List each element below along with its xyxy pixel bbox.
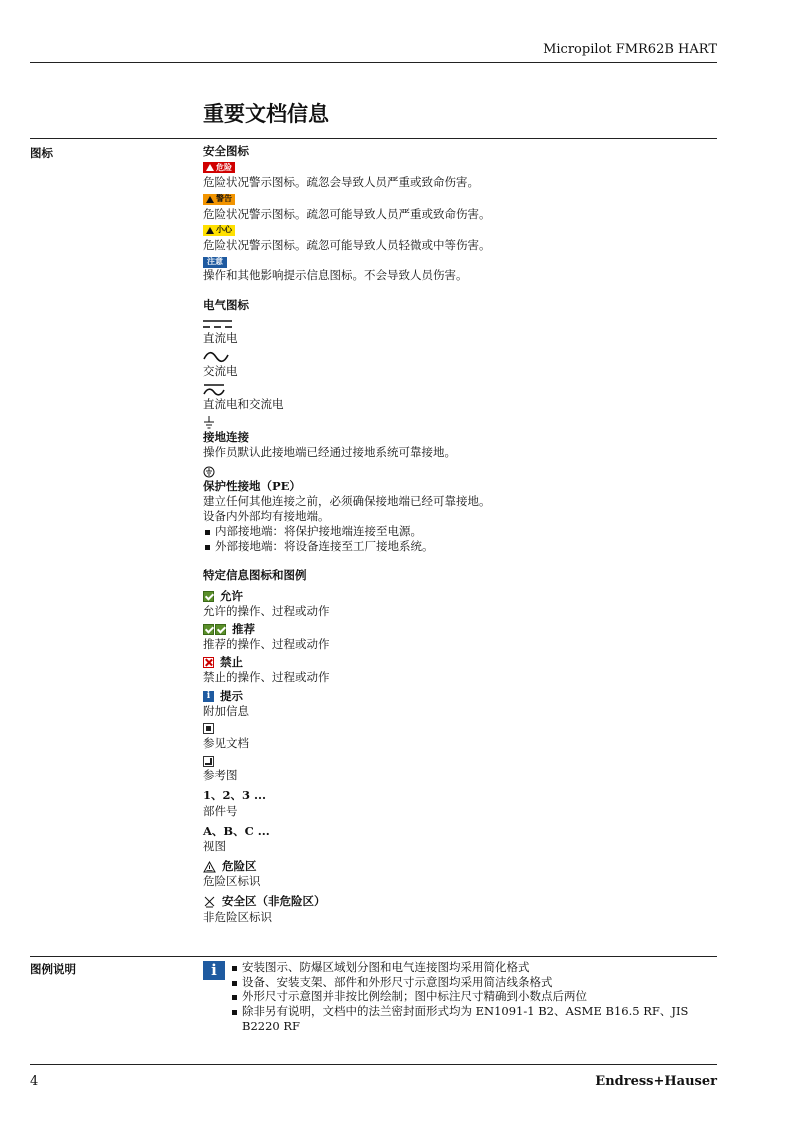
graphic-reference-text: 参考图 [203,768,238,783]
danger-signal: 危险 [203,162,235,173]
list-item: 除非另有说明，文档中的法兰密封面形式均为 EN1091-1 B2、ASME B16.5 RF、JIS B2220 RF [230,1004,720,1033]
footer-rule [30,1064,717,1065]
permitted-text: 允许的操作、过程或动作 [203,603,330,618]
list-item: 设备、安装支架、部件和外形尺寸示意图均采用简洁线条格式 [230,975,720,990]
caution-text: 危险状况警示图标。疏忽可能导致人员轻微或中等伤害。 [203,238,491,253]
tip-info-icon: i [203,691,214,702]
dc-ac-icon [203,383,723,397]
document-header-title: Micropilot FMR62B HART [543,42,717,57]
dc-ac-text: 直流电和交流电 [203,397,284,412]
brand-name: Endress+Hauser [595,1074,717,1089]
hazardous-area-icon [203,861,216,873]
ac-text: 交流电 [203,363,238,378]
warning-text: 危险状况警示图标。疏忽可能导致人员严重或致命伤害。 [203,206,491,221]
safety-symbols-heading: 安全图标 [203,144,249,158]
warning-triangle-icon [206,164,214,171]
symbols-label: 图标 [30,146,53,160]
page-number: 4 [30,1074,39,1089]
permitted-title: 允许 [220,588,243,603]
legend-label: 图例说明 [30,962,76,976]
forbidden-text: 禁止的操作、过程或动作 [203,670,330,685]
safe-area-text: 非危险区标识 [203,909,272,924]
views-title: A、B、C ... [203,823,270,838]
forbidden-cross-icon [203,657,214,668]
forbidden-title: 禁止 [220,655,243,670]
safe-area-icon [203,896,216,908]
symbols-content [203,144,723,925]
ground-icon [203,416,723,430]
danger-text: 危险状况警示图标。疏忽会导致人员严重或致命伤害。 [203,175,479,190]
warning-triangle-icon [206,227,214,234]
electrical-symbols-heading: 电气图标 [203,297,249,312]
item-numbers-title: 1、2、3 ... [203,788,267,803]
graphic-reference-icon [203,756,214,767]
pe-bullet-list [203,524,723,554]
safe-area-title: 安全区（非危险区） [222,894,326,909]
tip-title: 提示 [220,688,243,703]
list-item: 外部接地端：将设备连接至工厂接地系统。 [203,539,723,554]
caution-signal: 小心 [203,225,235,236]
legend-list [230,960,720,1034]
protective-earth-icon [203,465,723,479]
notice-signal: 注意 [203,257,227,268]
ground-title: 接地连接 [203,430,249,445]
warning-signal: 警告 [203,194,235,205]
doc-reference-text: 参见文档 [203,735,249,750]
permitted-check-icon [203,591,214,602]
list-item: 内部接地端：将保护接地端连接至电源。 [203,524,723,539]
info-icon: i [203,961,225,980]
document-reference-icon [203,723,214,734]
hazardous-area-title: 危险区 [222,859,257,874]
legend-rule [30,956,717,957]
dc-text: 直流电 [203,330,238,345]
item-numbers-text: 部件号 [203,803,238,818]
tip-text: 附加信息 [203,703,249,718]
pe-line-2: 设备内外部均有接地端。 [203,508,330,523]
hazardous-area-text: 危险区标识 [203,874,261,889]
list-item: 安装图示、防爆区域划分图和电气连接图均采用简化格式 [230,960,720,975]
views-text: 视图 [203,838,226,853]
preferred-title: 推荐 [232,621,255,636]
section-rule [30,138,717,139]
pe-line-1: 建立任何其他连接之前，必须确保接地端已经可靠接地。 [203,493,491,508]
list-item: 外形尺寸示意图并非按比例绘制；图中标注尺寸精确到小数点后两位 [230,989,720,1004]
preferred-double-check-icon [203,624,226,635]
direct-current-icon [203,317,723,331]
section-title: 重要文档信息 [203,101,329,126]
specific-symbols-heading: 特定信息图标和图例 [203,568,307,583]
header-rule [30,62,717,63]
notice-text: 操作和其他影响提示信息图标。不会导致人员伤害。 [203,268,468,283]
warning-triangle-icon [206,196,214,203]
alternating-current-icon [203,350,723,364]
pe-title: 保护性接地（PE） [203,478,301,493]
preferred-text: 推荐的操作、过程或动作 [203,637,330,652]
ground-text: 操作员默认此接地端已经通过接地系统可靠接地。 [203,445,456,460]
